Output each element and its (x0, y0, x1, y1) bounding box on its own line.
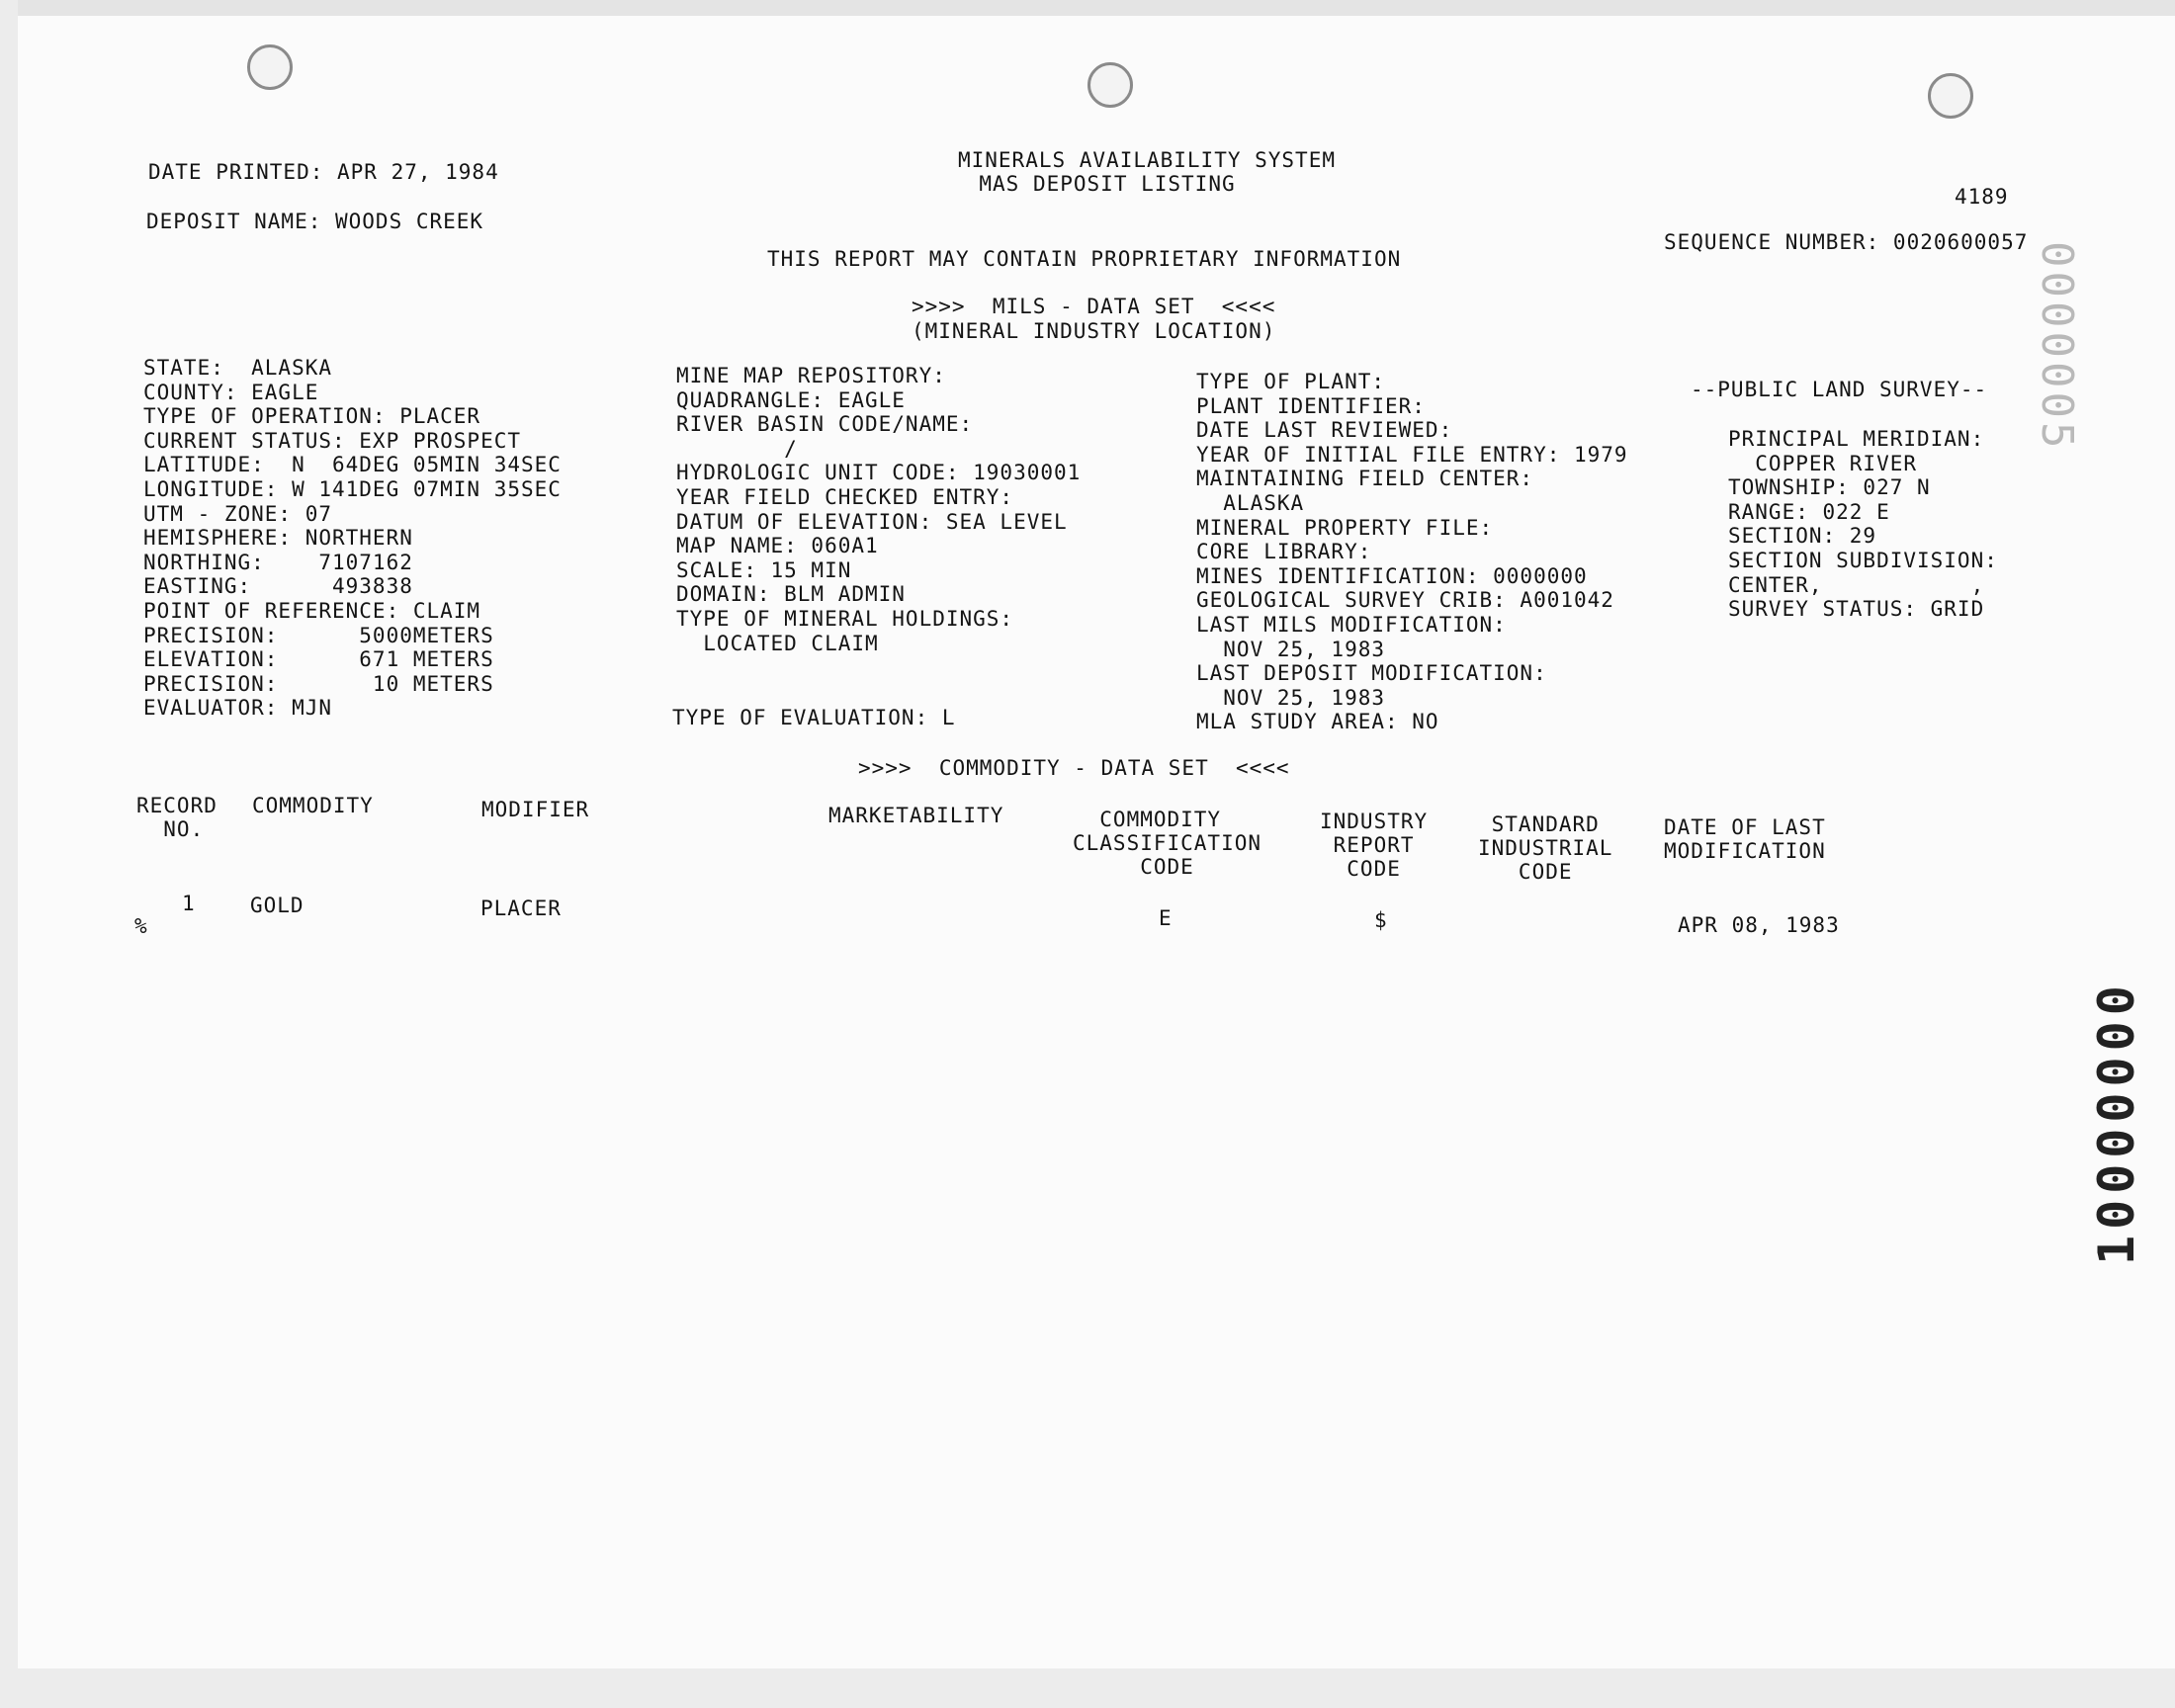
field-line: COUNTY: EAGLE (143, 380, 319, 404)
commodity-section-title: >>>> COMMODITY - DATA SET <<<< (858, 756, 1290, 780)
header-classification-code: COMMODITY CLASSIFICATION CODE (1073, 808, 1262, 879)
plant-column (1196, 370, 1628, 734)
field-line: PRECISION: 5000METERS (143, 623, 494, 647)
field-line: LAST DEPOSIT MODIFICATION: (1196, 661, 1547, 686)
field-line: ALASKA (1196, 490, 1305, 515)
header-modifier: MODIFIER (481, 798, 590, 821)
field-line: LONGITUDE: W 141DEG 07MIN 35SEC (143, 476, 562, 501)
field-line: RIVER BASIN CODE/NAME: (676, 412, 974, 437)
field-line: YEAR FIELD CHECKED ENTRY: (676, 484, 1014, 509)
page-number: 4189 (1955, 185, 2009, 209)
field-line: MINERAL PROPERTY FILE: (1196, 515, 1494, 540)
deposit-name: DEPOSIT NAME: WOODS CREEK (146, 210, 484, 233)
field-line: EVALUATOR: MJN (143, 696, 333, 721)
field-line: HEMISPHERE: NORTHERN (143, 526, 413, 551)
field-line: DATUM OF ELEVATION: SEA LEVEL (676, 509, 1068, 534)
field-line: LAST MILS MODIFICATION: (1196, 612, 1507, 637)
row-modifier: PLACER (480, 897, 562, 920)
field-line: TYPE OF PLANT: (1196, 370, 1386, 393)
field-line: PRECISION: 10 METERS (143, 671, 494, 696)
field-line: UTM - ZONE: 07 (143, 501, 333, 526)
field-line: MINE MAP REPOSITORY: (676, 364, 946, 387)
field-line: ELEVATION: 671 METERS (143, 647, 494, 672)
field-line: TYPE OF OPERATION: PLACER (143, 404, 481, 429)
field-line: NOV 25, 1983 (1196, 685, 1386, 710)
field-line: POINT OF REFERENCE: CLAIM (143, 598, 481, 623)
field-line: CURRENT STATUS: EXP PROSPECT (143, 428, 522, 453)
row-commodity: GOLD (250, 894, 304, 917)
field-line: SURVEY STATUS: GRID (1728, 597, 1985, 622)
header-sic-code: STANDARD INDUSTRIAL CODE (1478, 812, 1613, 884)
header-commodity: COMMODITY (252, 794, 374, 817)
row-industry-report: $ (1374, 908, 1388, 932)
type-of-evaluation: TYPE OF EVALUATION: L (672, 706, 956, 729)
field-line: DOMAIN: BLM ADMIN (676, 582, 906, 607)
field-line: MAP NAME: 060A1 (676, 534, 879, 558)
binder-hole (247, 44, 293, 90)
public-land-survey-heading: --PUBLIC LAND SURVEY-- (1691, 378, 1988, 401)
field-line: HYDROLOGIC UNIT CODE: 19030001 (676, 461, 1082, 485)
field-line: YEAR OF INITIAL FILE ENTRY: 1979 (1196, 442, 1628, 467)
field-line: MINES IDENTIFICATION: 0000000 (1196, 563, 1588, 588)
margin-stamp-upper: 0000005 (2032, 241, 2082, 453)
row-classification: E (1159, 906, 1173, 930)
binder-hole (1088, 62, 1133, 108)
map-column (676, 364, 1081, 655)
field-line: RANGE: 022 E (1728, 499, 1890, 524)
field-line: QUADRANGLE: EAGLE (676, 387, 906, 412)
field-line: STATE: ALASKA (143, 356, 333, 380)
field-line: NOV 25, 1983 (1196, 637, 1386, 661)
paper-edge (0, 1668, 2175, 1708)
row-record: 1 (182, 892, 196, 915)
header-industry-report-code: INDUSTRY REPORT CODE (1320, 810, 1429, 881)
field-line: CENTER, , (1728, 572, 1985, 597)
location-column (143, 356, 562, 721)
paper-edge (0, 0, 18, 1708)
listing-title: MAS DEPOSIT LISTING (979, 172, 1236, 196)
field-line: CORE LIBRARY: (1196, 540, 1372, 564)
header-marketability: MARKETABILITY (828, 804, 1004, 827)
row-marker: % (134, 914, 148, 938)
field-line: LATITUDE: N 64DEG 05MIN 34SEC (143, 453, 562, 477)
field-line: PRINCIPAL MERIDIAN: (1728, 427, 1985, 451)
field-line: COPPER RIVER (1728, 451, 1918, 475)
field-line: TYPE OF MINERAL HOLDINGS: (676, 606, 1014, 631)
survey-column (1728, 427, 1998, 622)
field-line: EASTING: 493838 (143, 574, 413, 599)
field-line: SCALE: 15 MIN (676, 557, 852, 582)
field-line: DATE LAST REVIEWED: (1196, 418, 1453, 443)
header-record-no: RECORD NO. (136, 794, 218, 841)
proprietary-notice: THIS REPORT MAY CONTAIN PROPRIETARY INFORMATION (767, 247, 1402, 271)
date-printed: DATE PRINTED: APR 27, 1984 (148, 160, 499, 184)
binder-hole (1928, 73, 1973, 119)
field-line: LOCATED CLAIM (676, 631, 879, 655)
field-line: / (676, 436, 798, 461)
header-date-last-modification: DATE OF LAST MODIFICATION (1664, 815, 1826, 863)
system-title: MINERALS AVAILABILITY SYSTEM (957, 148, 1336, 172)
field-line: MLA STUDY AREA: NO (1196, 710, 1439, 734)
margin-stamp-lower: 10000000 (2088, 980, 2145, 1265)
row-date: APR 08, 1983 (1678, 913, 1840, 937)
mils-section-title: >>>> MILS - DATA SET <<<< (912, 295, 1276, 318)
paper-edge (0, 0, 2175, 16)
field-line: NORTHING: 7107162 (143, 550, 413, 574)
field-line: SECTION: 29 (1728, 524, 1877, 549)
field-line: MAINTAINING FIELD CENTER: (1196, 467, 1534, 491)
field-line: PLANT IDENTIFIER: (1196, 393, 1426, 418)
sequence-number: SEQUENCE NUMBER: 0020600057 (1664, 230, 2029, 254)
field-line: GEOLOGICAL SURVEY CRIB: A001042 (1196, 588, 1614, 613)
field-line: SECTION SUBDIVISION: (1728, 548, 1998, 572)
mils-section-subtitle: (MINERAL INDUSTRY LOCATION) (912, 319, 1276, 343)
field-line: TOWNSHIP: 027 N (1728, 475, 1931, 500)
